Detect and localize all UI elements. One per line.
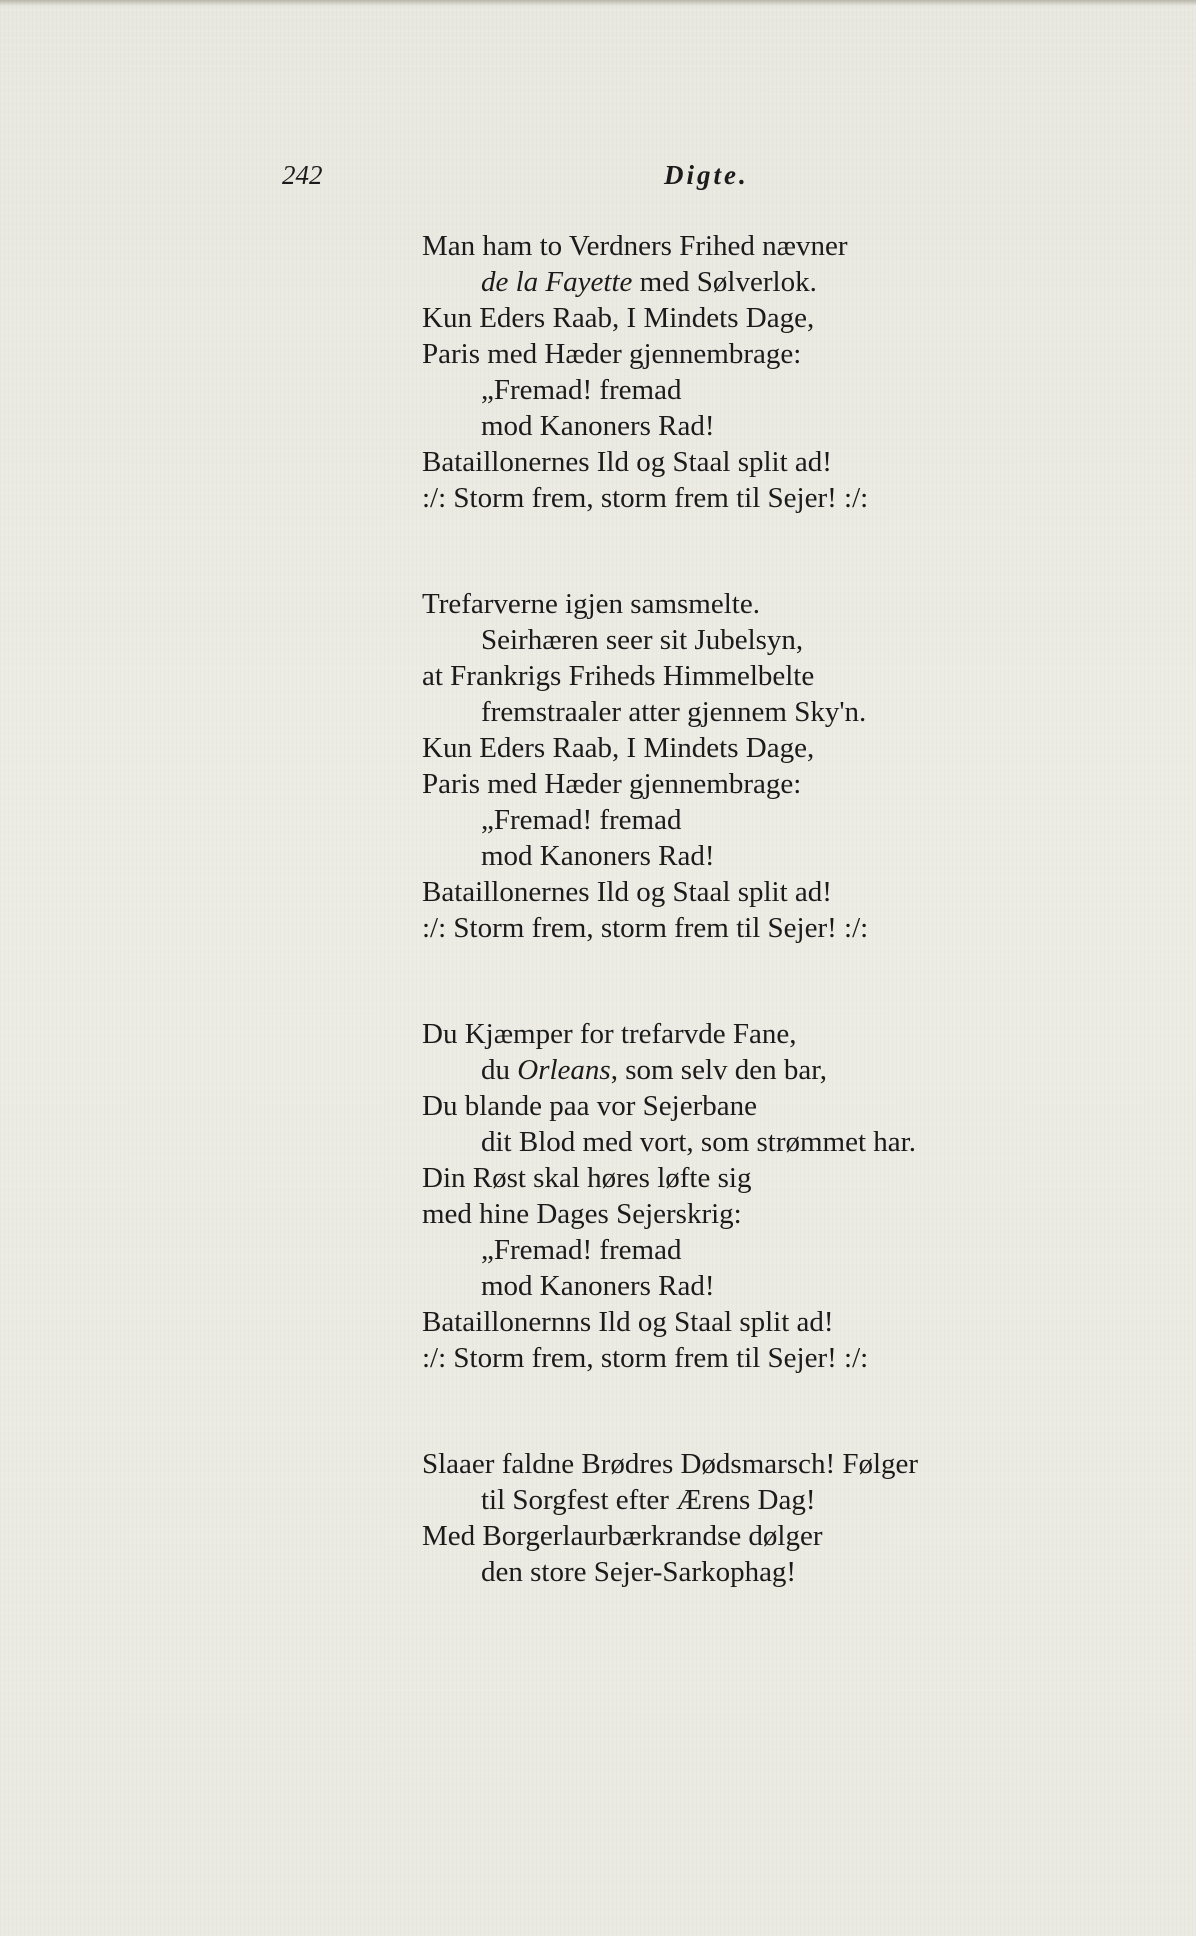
poem-line: Paris med Hæder gjennembrage: <box>422 338 802 370</box>
poem-line: Seirhæren seer sit Jubelsyn, <box>481 624 804 656</box>
poem-line: :/: Storm frem, storm frem til Sejer! :/: <box>422 912 869 944</box>
poem-line: „Fremad! fremad <box>481 374 682 406</box>
stanza-2 <box>422 586 1122 946</box>
poem <box>422 228 1122 1660</box>
poem-line: Med Borgerlaurbærkrandse dølger <box>422 1520 823 1552</box>
stanza-3 <box>422 1016 1122 1376</box>
poem-line: Paris med Hæder gjennembrage: <box>422 768 802 800</box>
poem-line: de la Fayette med Sølverlok. <box>481 266 817 298</box>
poem-line: den store Sejer-Sarkophag! <box>481 1556 797 1588</box>
poem-line: Din Røst skal høres løfte sig <box>422 1162 752 1194</box>
poem-line: mod Kanoners Rad! <box>481 410 715 442</box>
poem-line: :/: Storm frem, storm frem til Sejer! :/: <box>422 482 869 514</box>
poem-line: Bataillonernes Ild og Staal split ad! <box>422 446 832 478</box>
poem-line: til Sorgfest efter Ærens Dag! <box>481 1484 816 1516</box>
italic-name: Orleans <box>517 1054 611 1086</box>
poem-line: „Fremad! fremad <box>481 804 682 836</box>
poem-line: Bataillonernns Ild og Staal split ad! <box>422 1306 834 1338</box>
poem-line: Du blande paa vor Sejerbane <box>422 1090 757 1122</box>
stanza-4 <box>422 1446 1122 1590</box>
page-number: 242 <box>282 160 323 190</box>
poem-line: at Frankrigs Friheds Himmelbelte <box>422 660 815 692</box>
poem-line: du Orleans, som selv den bar, <box>481 1054 827 1086</box>
poem-line: :/: Storm frem, storm frem til Sejer! :/: <box>422 1342 869 1374</box>
poem-line: med hine Dages Sejerskrig: <box>422 1198 742 1230</box>
poem-line: Bataillonernes Ild og Staal split ad! <box>422 876 832 908</box>
stanza-1 <box>422 228 1122 516</box>
poem-line: Slaaer faldne Brødres Dødsmarsch! Følger <box>422 1448 919 1480</box>
italic-name: de la Fayette <box>481 266 633 298</box>
poem-line: Kun Eders Raab, I Mindets Dage, <box>422 302 815 334</box>
poem-line: Man ham to Verdners Frihed nævner <box>422 230 848 262</box>
page-header <box>0 160 1196 200</box>
poem-line: Trefarverne igjen samsmelte. <box>422 588 760 620</box>
running-title: Digte. <box>664 160 749 190</box>
poem-line: mod Kanoners Rad! <box>481 1270 715 1302</box>
poem-line: mod Kanoners Rad! <box>481 840 715 872</box>
poem-line: „Fremad! fremad <box>481 1234 682 1266</box>
poem-line: Kun Eders Raab, I Mindets Dage, <box>422 732 815 764</box>
page-top-edge <box>0 0 1196 6</box>
poem-line: Du Kjæmper for trefarvde Fane, <box>422 1018 797 1050</box>
poem-line: dit Blod med vort, som strømmet har. <box>481 1126 916 1158</box>
poem-line: fremstraaler atter gjennem Sky'n. <box>481 696 867 728</box>
